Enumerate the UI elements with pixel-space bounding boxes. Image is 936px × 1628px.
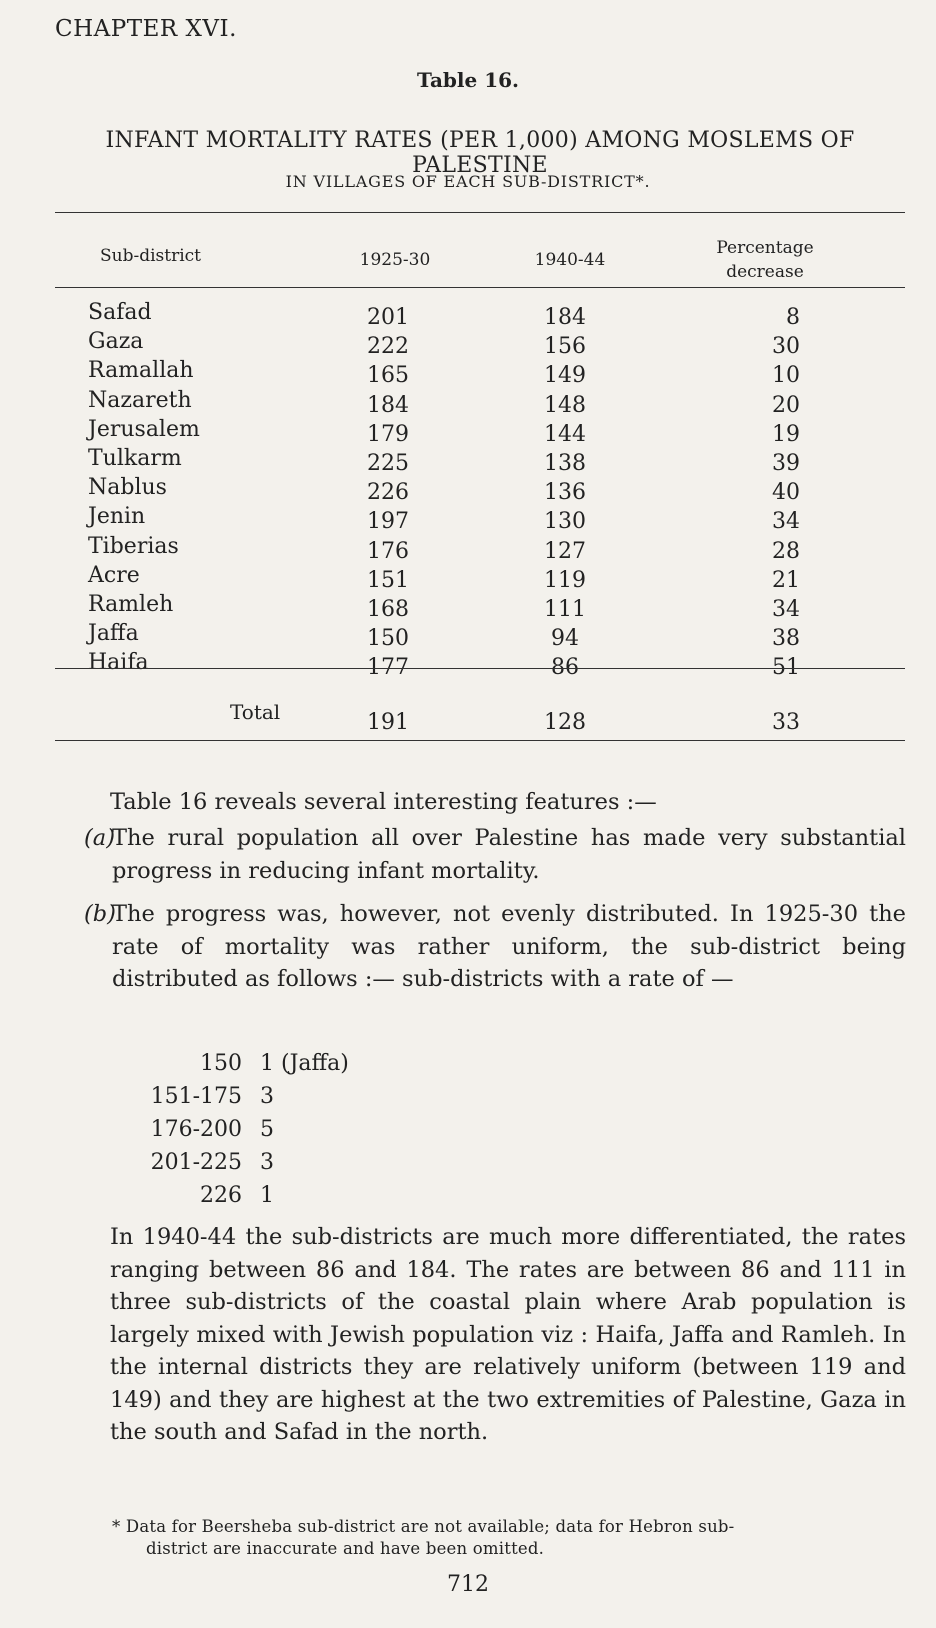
total-top-rule [55,668,905,669]
table-row [0,446,936,475]
rate-range: 226 [200,1183,242,1208]
percentage-decrease: 19 [772,421,800,447]
distribution-row [0,1051,936,1084]
distribution-row [0,1084,936,1117]
col-header-1925-30: 1925-30 [359,250,431,270]
page-number: 712 [447,1572,489,1597]
table-row [0,358,936,387]
table-row [0,504,936,533]
rate-1940-44: 119 [544,567,586,593]
table-row [0,563,936,592]
rate-1940-44: 130 [544,509,586,535]
percentage-decrease: 30 [772,334,800,360]
table-row [0,534,936,563]
intro-paragraph: Table 16 reveals several interesting features :— [110,789,657,815]
table-body [0,300,936,679]
distribution-row [0,1150,936,1183]
percentage-decrease: 28 [772,538,800,564]
table-row [0,592,936,621]
sub-district-name: Nablus [88,475,167,501]
rate-range: 150 [200,1051,242,1076]
rate-range: 176-200 [150,1117,242,1142]
sub-district-name: Acre [88,562,140,588]
rate-1925-30: 197 [367,509,409,535]
percentage-decrease: 8 [786,305,800,330]
rate-1940-44: 136 [544,480,586,506]
sub-district-count: 5 [260,1117,274,1142]
point-a-text: The rural population all over Palestine has made very substantial progress in reducing infant mortality. [112,825,906,884]
col-header-percentage-decrease: Percentage decrease [716,238,814,282]
sub-district-name: Jaffa [88,621,139,647]
rate-1940-44: 144 [544,421,586,447]
point-b-label: (b) [84,901,116,927]
sub-district-name: Gaza [88,329,144,355]
sub-district-count: 3 [260,1084,274,1109]
rate-1940-44: 156 [544,334,586,360]
percentage-decrease: 40 [772,480,800,506]
point-a-label: (a) [84,825,115,851]
sub-district-name: Tiberias [88,533,179,559]
sub-district-name: Jenin [88,504,146,530]
rate-range: 201-225 [150,1150,242,1175]
table-row [0,475,936,504]
percentage-decrease: 20 [772,392,800,418]
rate-1925-30: 222 [367,334,409,360]
rate-1925-30: 226 [367,480,409,506]
rate-1940-44: 148 [544,392,586,418]
total-decrease: 33 [772,710,800,735]
col-header-1940-44: 1940-44 [534,250,606,270]
paragraph-1940-44: In 1940-44 the sub-districts are much more differentiated, the rates ranging between 86 and 184. The rates are between 86 and 111 in three sub-districts of the coastal plain where Arab population is largely mixed with Jewish population viz : Haifa, Jaffa and Ramleh. In the internal districts they are relatively uniform (between 119 and 149) and they are highest at the two extremities of Palestine, Gaza in the south and Safad in the north. [110,1224,906,1445]
col-header-sub-district: Sub-district [100,246,202,266]
percentage-decrease: 51 [772,655,800,681]
rate-1925-30: 150 [367,626,409,652]
rate-1925-30: 177 [367,655,409,681]
table-title: INFANT MORTALITY RATES (PER 1,000) AMONG MOSLEMS OF PALESTINE [105,128,855,178]
footnote-line-1: * Data for Beersheba sub-district are not available; data for Hebron sub- [112,1517,735,1536]
sub-district-count: 1 (Jaffa) [260,1051,349,1076]
point-b-text: The progress was, however, not evenly distributed. In 1925-30 the rate of mortality was rather uniform, the sub-district being distributed as follows :— sub-districts with a rate of — [112,901,906,992]
rate-1925-30: 151 [367,567,409,593]
total-label: Total [230,700,281,724]
rate-1925-30: 176 [367,538,409,564]
sub-district-name: Ramleh [88,591,174,617]
table-top-rule [55,212,905,213]
sub-district-name: Jerusalem [88,416,200,442]
percentage-decrease: 34 [772,596,800,622]
footnote-line-2: district are inaccurate and have been omitted. [146,1539,545,1558]
table-row [0,621,936,650]
rate-1925-30: 225 [367,450,409,476]
percentage-decrease: 10 [772,363,800,389]
header-rule [55,287,905,288]
distribution-row [0,1117,936,1150]
rate-1940-44: 86 [551,655,579,681]
rate-1925-30: 184 [367,392,409,418]
percentage-decrease: 21 [772,567,800,593]
total-1925-30: 191 [367,710,409,735]
distribution-row [0,1183,936,1216]
rate-range: 151-175 [150,1084,242,1109]
percentage-decrease: 39 [772,450,800,476]
distribution-list [0,1051,936,1216]
rate-1925-30: 165 [367,363,409,389]
rate-1925-30: 168 [367,596,409,622]
sub-district-name: Haifa [88,650,149,676]
sub-district-count: 3 [260,1150,274,1175]
sub-district-name: Ramallah [88,358,194,384]
rate-1940-44: 127 [544,538,586,564]
rate-1925-30: 179 [367,421,409,447]
table-row [0,650,936,679]
total-1940-44: 128 [544,710,586,735]
table-row [0,417,936,446]
rate-1925-30: 201 [367,305,409,330]
sub-district-count: 1 [260,1183,274,1208]
table-row [0,329,936,358]
table-row [0,388,936,417]
rate-1940-44: 94 [551,626,579,652]
sub-district-name: Safad [88,300,152,325]
table-subtitle: IN VILLAGES OF EACH SUB-DISTRICT*. [285,172,651,191]
sub-district-name: Tulkarm [88,445,182,471]
percentage-decrease: 34 [772,509,800,535]
point-b [84,898,906,996]
rate-1940-44: 111 [544,596,586,622]
point-a [84,822,906,887]
table-row [0,300,936,329]
chapter-heading: CHAPTER XVI. [55,16,237,42]
table-bottom-rule [55,740,905,741]
rate-1940-44: 149 [544,363,586,389]
table-number: Table 16. [417,68,519,92]
percentage-decrease: 38 [772,626,800,652]
sub-district-name: Nazareth [88,387,192,413]
rate-1940-44: 184 [544,305,586,330]
footnote [112,1516,902,1560]
rate-1940-44: 138 [544,450,586,476]
